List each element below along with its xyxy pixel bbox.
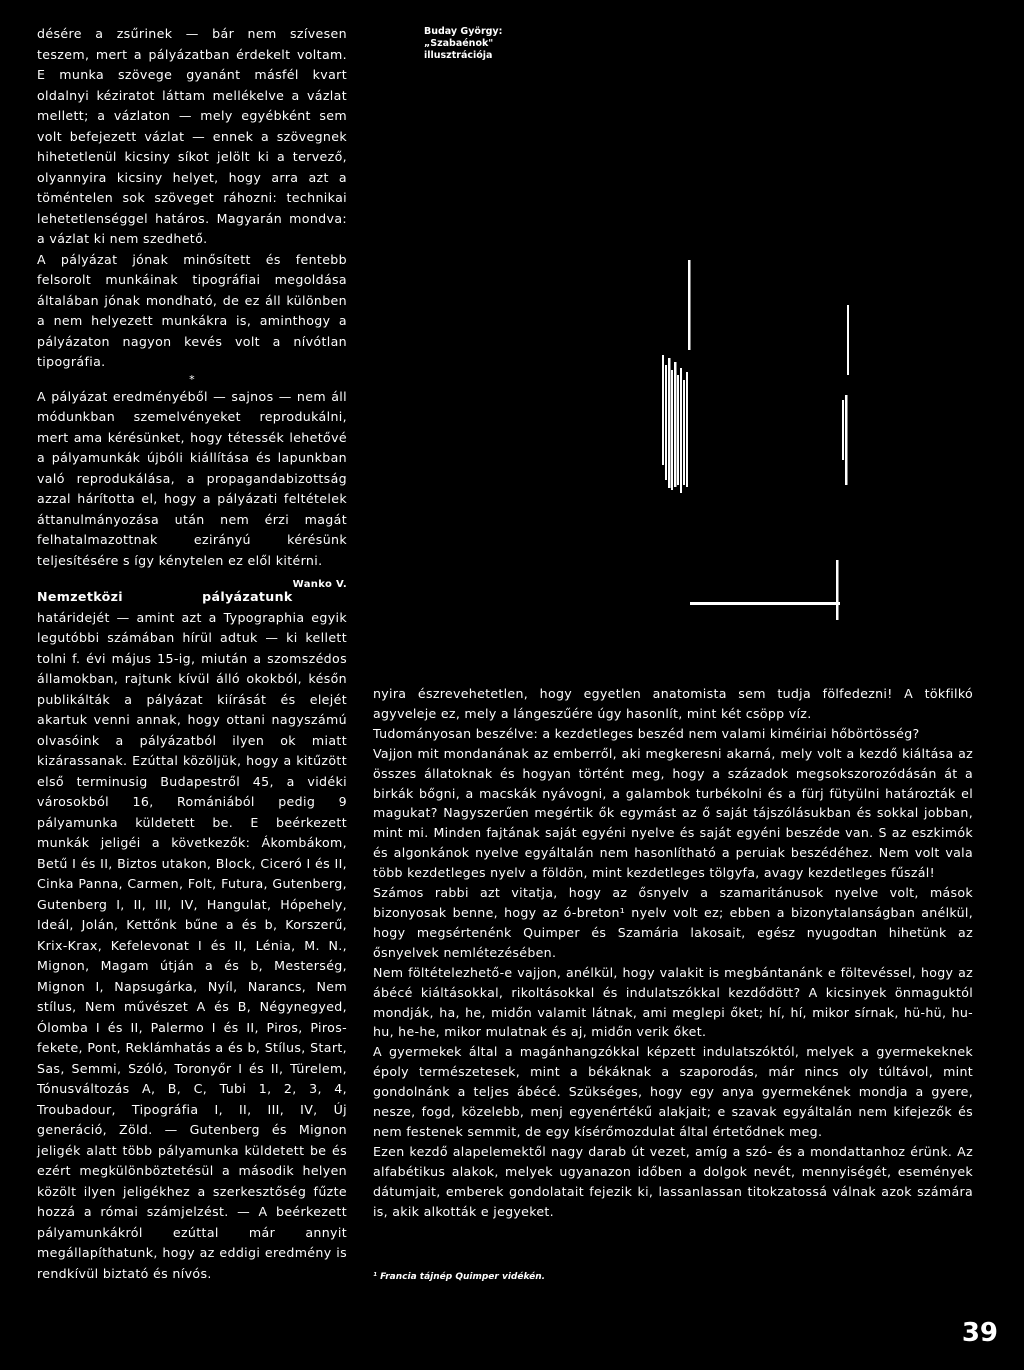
caption-title: „Szabaénok" — [424, 38, 494, 49]
author-signature: Wanko V. — [292, 579, 347, 590]
illustration-figure — [640, 230, 870, 620]
left-paragraph-2: A pályázat jónak minősített és fentebb felsorolt munkáinak tipográfiai megoldása általában jónak mondható, de ez áll különben a nem helyezett munkákra is, aminthogy a pályázaton nagyon kevés volt a nívótlan tipográfia. — [37, 251, 347, 369]
right-paragraph-2: Tudományosan beszélve: a kezdetleges beszéd nem valami kiméiriai hőbörtösség? — [373, 725, 920, 741]
right-paragraph-1: nyira észrevehetetlen, hogy egyetlen anatomista sem tudja fölfedezni! A tökfilkó agyveleje ez, mely a lángeszűére úgy hasonlít, mint két csöpp víz. — [373, 686, 973, 721]
section-separator: * — [189, 372, 195, 386]
right-paragraph-5: Nem föltételezhető-e vajjon, anélkül, hogy valakit is megbántanánk e föltevéssel, hogy az ábécé kiáltásokkal, rikoltásokkal és indulatszókkal kezdődött? A kicsinyek önmaguktól mondják, ha, he, midőn valamit látnak, ami meglepi őket; hí, hí, mikor sírnak, hü-hü, hu-hu, he-he, mikor mulatnak és aj, midőn verik őket. — [373, 964, 973, 1040]
right-column — [373, 684, 973, 1221]
caption-type: illusztrációja — [424, 50, 493, 61]
right-paragraph-3: Vajjon mit mondanának az emberről, aki megkeresni akarná, mely volt a kezdő kiáltása az összes állatoknak és hogyan történt meg, hogy a századok megsokszorozódásán át a birkák bőgni, a macskák nyávogni, a galambok turbékolni és a fürj fütyülni határozták el magukat? Nagyszerűen megértik ők egymást az ő saját tájszólásukban és sokkal jobban, mint mi. Minden fajtának saját egyéni nyelve és saját egyéni beszéde van. S az eszkimók és algonkánok nyelve egyáltalán nem hasonlítható a peruiak beszédéhez. Nem volt vala több kezdetleges nyelv a földön, mint kezdetleges tölgyfa, avagy kezdetleges fűszál! — [373, 745, 973, 881]
left-paragraph-4-lead: Nemzetközi pályázatunk — [37, 589, 293, 604]
illustration-caption — [424, 26, 544, 62]
left-column — [37, 24, 347, 1284]
right-paragraph-6: A gyermekek által a magánhangzókkal képzett indulatszóktól, melyek a gyermekeknek époly természetesek, mint a békáknak a szaporodás, már nincs oly túltávol, mint gondolnánk a teljes ábécé. Szükséges, hogy egy anya gyermekének mondja a gyere, nesze, fogd, közelebb, menj egyenértékű alakjait; e szavak egyáltalán nem kifejezők és nem festenek semmit, de egy kísérőmozdulat által értetődnek meg. — [373, 1044, 973, 1139]
left-paragraph-1: désére a zsűrinek — bár nem szívesen teszem, mert a pályázatban érdekelt voltam. E munka szövege gyanánt másfél kvart oldalnyi kéziratot láttam mellékelve a vázlat mellett; a vázlaton — mely egyébként sem volt befejezett vázlat — ennek a szövegnek hihetetlenül kicsiny síkot jelölt ki a tervező, olyannyira kicsiny helyet, hogy arra azt a töméntelen sok szöveget ráhozni: technikai lehetetlenséggel határos. Magyarán mondva: a vázlat ki nem szedhető. — [37, 26, 347, 246]
right-paragraph-4: Számos rabbi azt vitatja, hogy az ősnyelv a szamaritánusok nyelve volt, mások bizonyosak benne, hogy az ó-breton¹ nyelv volt ez; ebben a bizonytalanságban anélkül, hogy megsértenénk Quimper és Szamária lakosait, egész nyugodtan hihetünk az ősnyelvek nemlétezésében. — [373, 885, 973, 960]
left-paragraph-4 — [37, 587, 347, 1284]
right-paragraph-7: Ezen kezdő alapelemektől nagy darab út vezet, amíg a szó- és a mondattanhoz érünk. Az alfabétikus alakok, melyek ugyanazon időben a dolgok nevét, mennyiségét, események dátumjait, emberek gondolatait fejezik ki, lassanlassan titokzatossá válnak azok számára is, akik alkották e jegyeket. — [373, 1143, 973, 1219]
footnote: ¹ Francia tájnép Quimper vidékén. — [373, 1272, 546, 1282]
left-paragraph-4-text: határidejét — amint azt a Typographia egyik legutóbbi számában hírül adtuk — ki kellett tolni f. évi május 15-ig, miután a szomszédos államokban, rajtunk kívül álló okokból, későn publikálták a pályázat kiírását és elejét akartuk venni annak, hogy ottani nagyszámú olvasóink a pályázatból ilyen ok miatt kizárassanak. Ezúttal közöljük, hogy a kitűzött első terminusig Budapestről 45, a vidéki városokból 16, Romániából pedig 9 pályamunka küldetett be. E beérkezett munkák jeligéi a következők: Ákombákom, Betű I és II, Biztos utakon, Block, Ciceró I és II, Cinka Panna, Carmen, Folt, Futura, Gutenberg, Gutenberg I, II, III, IV, Hangulat, Hópehely, Ideál, Jolán, Kettőnk bűne a és b, Korszerű, Krix-Krax, Kefelevonat I és II, Lénia, M. N., Mignon, Magam útján a és b, Mesterség, Mignon I, Napsugárka, Nyíl, Narancs, Nem stílus, Nem művészet A és B, Négynegyed, Ólomba I és II, Palermo I és II, Piros, Piros-fekete, Pont, Reklámhatás a és b, Stílus, Start, Sas, Semmi, Szóló, Toronyőr I és II, Türelem, Tónusváltozás A, B, C, Tubi 1, 2, 3, 4, Troubadour, Tipográfia I, II, III, IV, Új generáció, Zöld. — Gutenberg és Mignon jeligék alatt több pályamunka küldetett be és ezért megkülönböztetésül a második helyen közölt ilyen jeligékhez a szerkesztőség fűzte hozzá a római számjelzést. — A beérkezett pályamunkákról ezúttal már annyit megállapíthatunk, hogy az eddigi eredmény is rendkívül biztató és nívós. — [37, 609, 347, 1281]
page-number: 39 — [961, 1318, 998, 1348]
caption-author: Buday György: — [424, 26, 503, 37]
left-paragraph-3 — [37, 387, 347, 590]
left-paragraph-3-text: A pályázat eredményéből — sajnos — nem áll módunkban szemelvényeket reprodukálni, mert ama kérésünket, hogy tétessék lehetővé a pályamunkák újbóli kiállítása és lapunkban való reprodukálása, a propagandabizottság azzal hárította el, hogy a pályázati feltételek áttanulmányozása után nem érzi magát felhatalmazottnak ezirányú kérésünk teljesítésére s így kénytelen ez elől kitérni. — [37, 388, 347, 568]
